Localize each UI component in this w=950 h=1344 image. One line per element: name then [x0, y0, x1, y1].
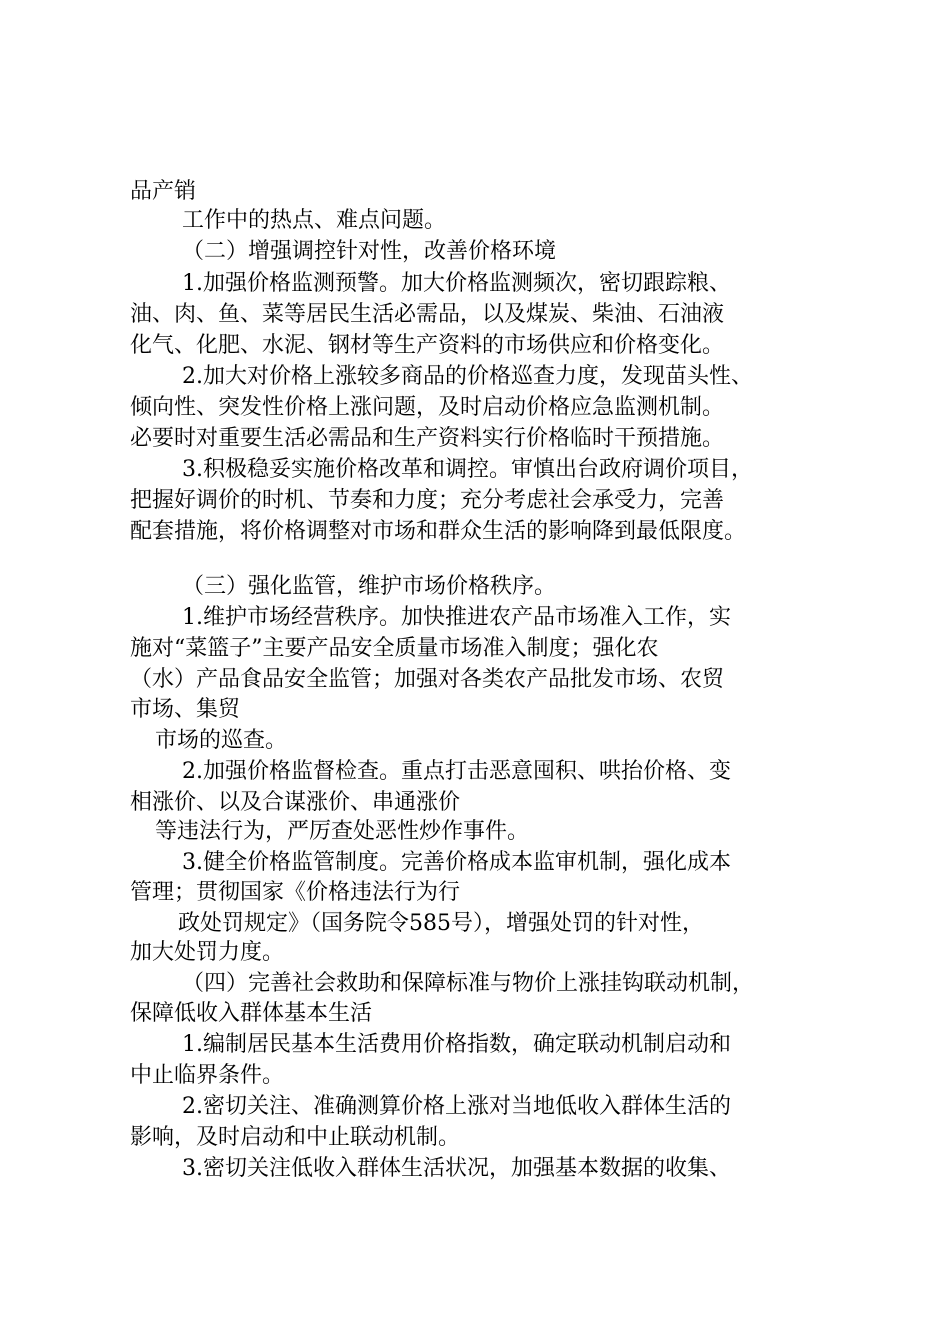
text-line: 等违法行为，严厉查处恶性炒作事件。: [155, 819, 530, 844]
section-heading: （四）完善社会救助和保障标准与物价上涨挂钩联动机制，: [182, 971, 755, 996]
text-line: 中止临界条件。: [130, 1063, 285, 1088]
text-line: 3.健全价格监管制度。完善价格成本监审机制，强化成本: [182, 850, 731, 875]
text-line: 必要时对重要生活必需品和生产资料实行价格临时干预措施。: [130, 426, 725, 451]
section-heading: （二）增强调控针对性，改善价格环境: [182, 239, 557, 264]
text-line: 政处罚规定》（国务院令585号），增强处罚的针对性，: [178, 911, 704, 936]
text-line: 2.密切关注、准确测算价格上涨对当地低收入群体生活的: [182, 1094, 731, 1119]
text-line: 1.加强价格监测预警。加大价格监测频次，密切跟踪粮、: [182, 271, 731, 296]
text-line: 相涨价、以及合谋涨价、串通涨价: [130, 790, 461, 815]
text-line: 保障低收入群体基本生活: [130, 1001, 373, 1026]
text-line: 品产销: [130, 179, 197, 204]
text-line: 管理；贯彻国家《价格违法行为行: [130, 880, 461, 905]
section-heading: （三）强化监管，维护市场价格秩序。: [182, 574, 557, 599]
text-line: 2.加强价格监督检查。重点打击恶意囤积、哄抬价格、变: [182, 759, 731, 784]
text-line: 影响，及时启动和中止联动机制。: [130, 1125, 461, 1150]
text-line: （水）产品食品安全监管；加强对各类农产品批发市场、农贸: [130, 667, 725, 692]
text-line: 市场的巡查。: [155, 728, 288, 753]
text-line: 加大处罚力度。: [130, 940, 285, 965]
text-line: 配套措施，将价格调整对市场和群众生活的影响降到最低限度。: [130, 519, 747, 544]
text-line: 倾向性、突发性价格上涨问题，及时启动价格应急监测机制。: [130, 395, 725, 420]
text-line: 2.加大对价格上涨较多商品的价格巡查力度，发现苗头性、: [182, 364, 753, 389]
text-line: 把握好调价的时机、节奏和力度；充分考虑社会承受力，完善: [130, 488, 725, 513]
text-line: 施对“菜篮子”主要产品安全质量市场准入制度；强化农: [130, 636, 659, 661]
text-line: 工作中的热点、难点问题。: [182, 208, 447, 233]
text-line: 市场、集贸: [130, 697, 241, 722]
text-line: 3.密切关注低收入群体生活状况，加强基本数据的收集、: [182, 1156, 731, 1181]
text-line: 化气、化肥、水泥、钢材等生产资料的市场供应和价格变化。: [130, 333, 725, 358]
text-line: 3.积极稳妥实施价格改革和调控。审慎出台政府调价项目，: [182, 457, 753, 482]
text-line: 1.维护市场经营秩序。加快推进农产品市场准入工作，实: [182, 605, 731, 630]
text-line: 油、肉、鱼、菜等居民生活必需品，以及煤炭、柴油、石油液: [130, 302, 725, 327]
text-line: 1.编制居民基本生活费用价格指数，确定联动机制启动和: [182, 1032, 731, 1057]
